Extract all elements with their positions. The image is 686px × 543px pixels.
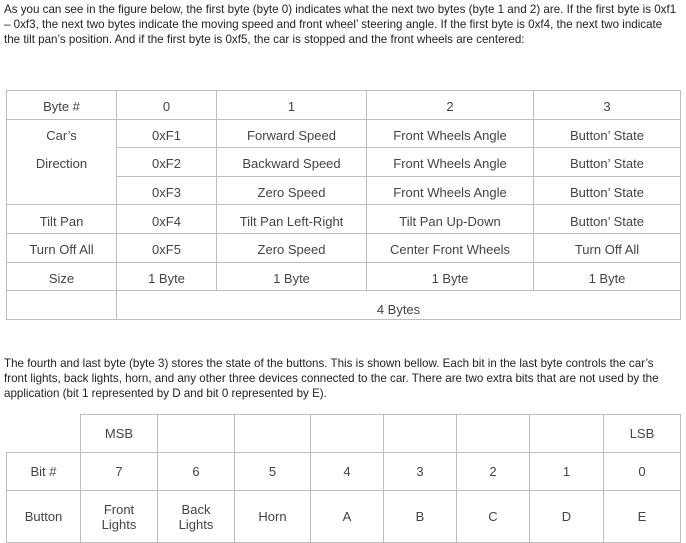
table-cell: [158, 415, 235, 453]
table-cell: Front Wheels Angle: [367, 176, 534, 205]
table-cell: Zero Speed: [217, 233, 367, 262]
table-cell: E: [604, 491, 681, 543]
msb-label: MSB: [81, 415, 158, 453]
table-cell: 6: [158, 453, 235, 491]
button-byte-paragraph: The fourth and last byte (byte 3) stores the state of the buttons. This is shown bellow. Each bit in the last byte controls the car’s front lights, back lights, horn, and any other three devices connected to the car. There are two extra bits that are not used by the application (bit 1 represented by D and bit 0 represented by E).: [4, 357, 659, 400]
table-cell: Zero Speed: [217, 176, 367, 205]
table-cell: [384, 415, 457, 453]
table-cell: [7, 176, 117, 205]
table-cell: Turn Off All: [534, 233, 681, 262]
cars-direction-label: Car’s: [7, 119, 117, 148]
table-cell: 2: [457, 453, 530, 491]
table-row: [7, 205, 681, 234]
table-cell: Tilt Pan Left-Right: [217, 205, 367, 234]
table-cell: D: [530, 491, 604, 543]
table-cell: Back Lights: [158, 491, 235, 543]
table-cell: Tilt Pan: [7, 205, 117, 234]
table-cell: 0xF4: [117, 205, 217, 234]
table-cell: [311, 415, 384, 453]
table-row: [7, 453, 681, 491]
table-cell: 3: [384, 453, 457, 491]
table-cell: [530, 415, 604, 453]
header-cell: 0: [117, 91, 217, 120]
table-row: [7, 91, 681, 120]
table-cell: A: [311, 491, 384, 543]
table-cell: 0: [604, 453, 681, 491]
table-cell: 1: [530, 453, 604, 491]
table-cell: 1 Byte: [217, 262, 367, 291]
table-cell: 0xF5: [117, 233, 217, 262]
table-cell: Front Wheels Angle: [367, 148, 534, 177]
table-cell: Button’ State: [534, 119, 681, 148]
table-cell: Front Wheels Angle: [367, 119, 534, 148]
table-cell: Horn: [235, 491, 311, 543]
table-cell: [457, 415, 530, 453]
table-cell: Button’ State: [534, 176, 681, 205]
table-row: [7, 491, 681, 543]
table-cell: 0xF3: [117, 176, 217, 205]
table-cell: Front Lights: [81, 491, 158, 543]
cars-direction-label: Direction: [7, 148, 117, 177]
byte-layout-table: [6, 90, 681, 320]
table-row: [7, 291, 681, 320]
table-cell: Forward Speed: [217, 119, 367, 148]
bit-layout-table: [6, 414, 681, 543]
table-cell: Center Front Wheels: [367, 233, 534, 262]
table-cell: [7, 291, 117, 320]
table-cell: C: [457, 491, 530, 543]
table-cell: 1 Byte: [117, 262, 217, 291]
total-size-cell: 4 Bytes: [117, 291, 681, 320]
table-cell: Button: [7, 491, 81, 543]
table-cell: Size: [7, 262, 117, 291]
table-row: [7, 415, 681, 453]
table-cell: B: [384, 491, 457, 543]
table-row: [7, 233, 681, 262]
table-cell: Button’ State: [534, 148, 681, 177]
table-cell: 7: [81, 453, 158, 491]
table-cell: 1 Byte: [367, 262, 534, 291]
header-cell: Byte #: [7, 91, 117, 120]
header-cell: 1: [217, 91, 367, 120]
intro-paragraph: As you can see in the figure below, the first byte (byte 0) indicates what the next two bytes (byte 1 and 2) are. If the first byte is 0xf1 – 0xf3, the next two bytes indicate the moving speed and front wheel’ steering angle. If the first byte is 0xf4, the next two indicate the tilt pan’s position. And if the first byte is 0xf5, the car is stopped and the front wheels are centered:: [4, 3, 677, 46]
table-cell: 0xF2: [117, 148, 217, 177]
header-cell: 3: [534, 91, 681, 120]
table-cell: [235, 415, 311, 453]
table-cell: Tilt Pan Up-Down: [367, 205, 534, 234]
table-row: [7, 262, 681, 291]
table-cell: Button’ State: [534, 205, 681, 234]
table-cell: 5: [235, 453, 311, 491]
table-row: [7, 119, 681, 148]
table-cell: [7, 415, 81, 453]
table-cell: Turn Off All: [7, 233, 117, 262]
lsb-label: LSB: [604, 415, 681, 453]
table-row: [7, 148, 681, 177]
table-cell: Bit #: [7, 453, 81, 491]
table-cell: 0xF1: [117, 119, 217, 148]
table-row: [7, 176, 681, 205]
table-cell: 4: [311, 453, 384, 491]
table-cell: Backward Speed: [217, 148, 367, 177]
header-cell: 2: [367, 91, 534, 120]
table-cell: 1 Byte: [534, 262, 681, 291]
